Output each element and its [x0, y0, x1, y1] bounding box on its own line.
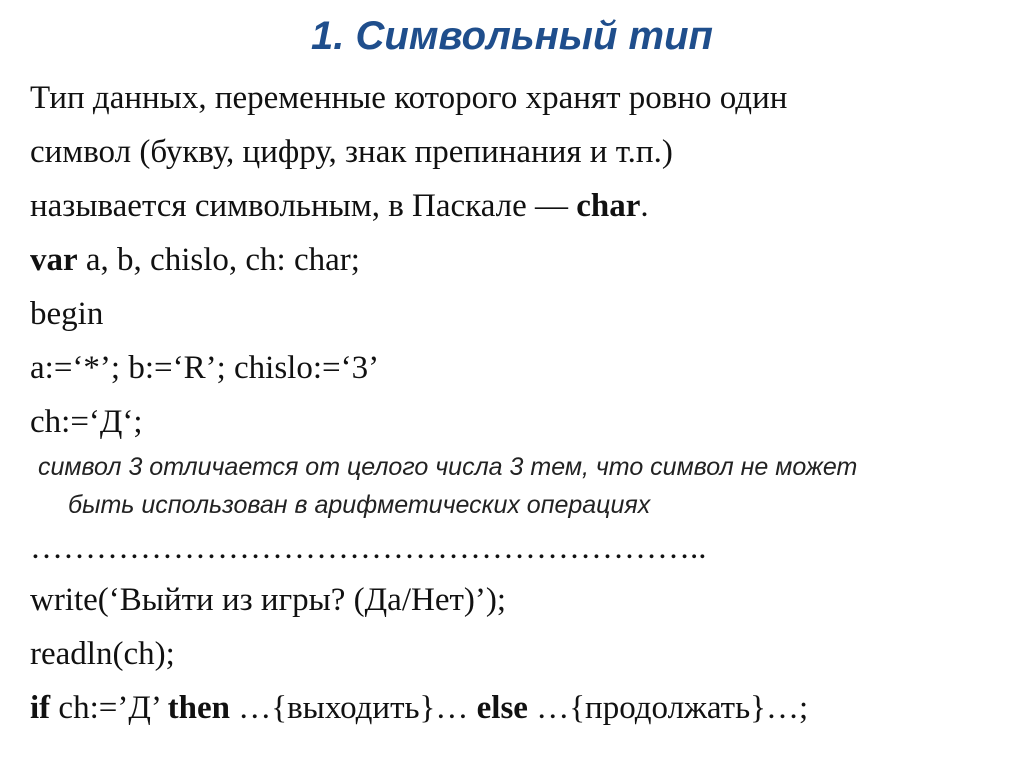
- slide-title: 1. Символьный тип: [311, 14, 713, 58]
- note-line-1: символ 3 отличается от целого числа 3 тем, что символ не может: [38, 453, 858, 481]
- code-ch-assign-line: ch:=‘Д‘;: [30, 404, 143, 440]
- code-ellipsis-line: ……………………………………………………..: [30, 530, 707, 566]
- intro-line-3-end: .: [640, 188, 649, 224]
- else-keyword: else: [476, 690, 528, 726]
- code-var-line: [30, 240, 360, 280]
- intro-line-1: Тип данных, переменные которого хранят ровно один: [30, 80, 788, 116]
- write-call: write(‘Выйти из игры? (Да/Нет)’);: [30, 582, 507, 618]
- code-if-line: [30, 688, 808, 728]
- else-body: …{продолжать}…;: [527, 690, 809, 726]
- if-condition: ch:=’Д’: [50, 690, 168, 726]
- var-declaration: a, b, chislo, ch: char;: [77, 242, 360, 278]
- code-write-line: [30, 580, 506, 620]
- then-keyword: then: [167, 690, 230, 726]
- intro-line-3: [30, 186, 649, 226]
- code-begin-line: begin: [30, 296, 104, 332]
- intro-line-2: символ (букву, цифру, знак препинания и т.п.): [30, 134, 673, 170]
- note-line-2: быть использован в арифметических операциях: [68, 491, 651, 519]
- intro-line-3-text: называется символьным, в Паскале —: [30, 188, 577, 224]
- code-assign-line: a:=‘*’; b:=‘R’; chislo:=‘3’: [30, 350, 380, 386]
- then-body: …{выходить}…: [229, 690, 477, 726]
- code-readln-line: readln(ch);: [30, 636, 175, 672]
- if-keyword: if: [30, 690, 51, 726]
- var-keyword: var: [30, 242, 78, 278]
- char-keyword: char: [576, 188, 641, 224]
